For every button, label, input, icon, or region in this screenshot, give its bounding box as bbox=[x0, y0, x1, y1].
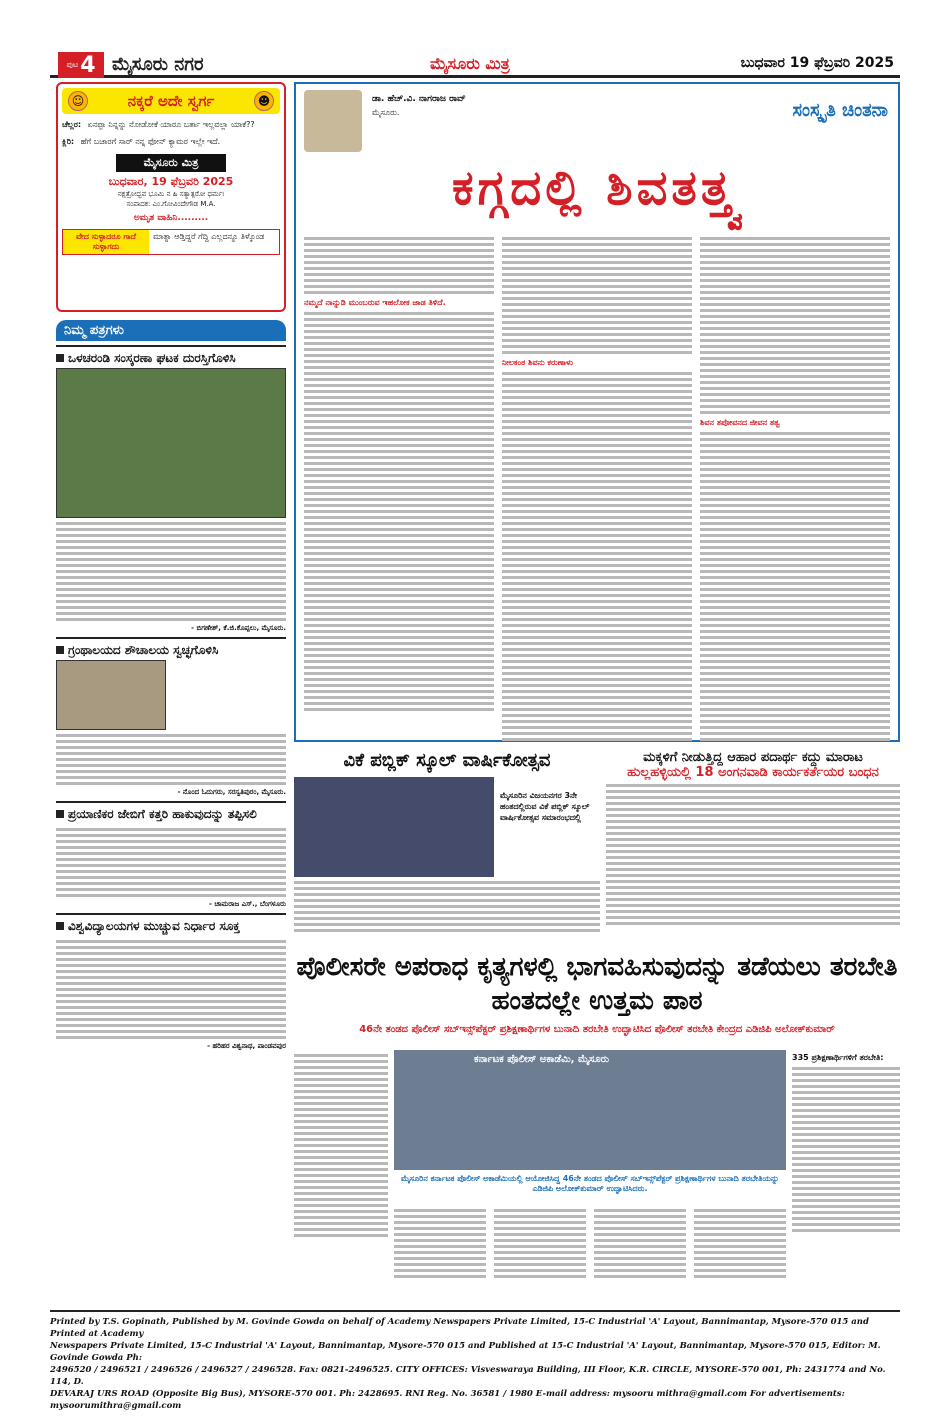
column-name: ಸಂಸ್ಕೃತಿ ಚಿಂತನಾ bbox=[792, 100, 888, 121]
joke-a-text: ಹೆಗೆ ಬಜಾರಗೆ ಸಾರ್ ನನ್ನ ಫೋನ್ ಕ್ಯಾಮರ ಇಲ್ಲೇ ಇದೆ. bbox=[80, 137, 221, 146]
author-name: ಡಾ. ಹೆಚ್‌.ವಿ. ನಾಗರಾಜ ರಾವ್ bbox=[372, 94, 466, 104]
joke-q-text: ಏನಪ್ಪಾ ನಿನ್ನನ್ನು ನೋಡೋಕೆ ಯಾರೂ ಬರ್ತಾ ಇಲ್ಲವಲ್ಲಾ ಯಾಕೆ?? bbox=[87, 120, 255, 129]
letter-title: ಪ್ರಯಾಣಿಕರ ಜೇಬಿಗೆ ಕತ್ತರಿ ಹಾಕುವುದನ್ನು ತಪ್ಪಿಸಲಿ bbox=[56, 801, 286, 824]
police-title: ಪೊಲೀಸರೇ ಅಪರಾಧ ಕೃತ್ಯಗಳಲ್ಲಿ ಭಾಗವಹಿಸುವುದನ್ನು ತಡೆಯಲು ತರಬೇತಿ ಹಂತದಲ್ಲೇ ಉತ್ತಮ ಪಾಠ bbox=[296, 952, 898, 1016]
page-number: 4 bbox=[80, 52, 96, 78]
pull-quote: ನೀಲಕಂಠ ಶಿವನು ಕರುಣಾಳು bbox=[502, 358, 573, 367]
school-title: ವಿಕೆ ಪಬ್ಲಿಕ್ ಸ್ಕೂಲ್ ವಾರ್ಷಿಕೋತ್ಸವ bbox=[343, 750, 551, 771]
amrutha-title: ಅಮೃತ ವಾಹಿನಿ......... bbox=[133, 213, 209, 223]
feature-article bbox=[294, 82, 900, 742]
nakkare-title: ನಕ್ಕರೆ ಅದೇ ಸ್ವರ್ಗ bbox=[127, 92, 215, 110]
paper-name: ಮೈಸೂರು ಮಿತ್ರ bbox=[430, 54, 510, 73]
letter-4 bbox=[56, 913, 286, 1051]
editor-line: ಸಂಪಾದಕ: ಎಂ.ಗೋವಿಂದೇಗೌಡ M.A. bbox=[126, 200, 216, 208]
issue-date: ಬುಧವಾರ 19 ಫೆಬ್ರವರಿ 2025 bbox=[740, 55, 894, 71]
letter-signature: - ಹರಿಹರ ವಿಶ್ವನಾಥ, ಪಾಂಡವಪುರ bbox=[207, 1042, 286, 1050]
pull-quote: ನಮ್ಮದೆ ನಾನ್ನುಡಿ ಮುಂಬರುವ ಇಹಲೋಕ ಜಾಡ ತಿಳಿದೆ. bbox=[304, 298, 446, 307]
masthead bbox=[50, 48, 900, 78]
letter-signature: - ಚಾಮರಾಜ ಎಸ್‌., ಬೆಂಗಳೂರು bbox=[209, 900, 286, 908]
feature-col-2 bbox=[502, 234, 692, 732]
letter-title: ಒಳಚರಂಡಿ ಸಂಸ್ಕರಣಾ ಘಟಕ ದುರಸ್ತಿಗೊಳಿಸಿ bbox=[56, 345, 286, 368]
school-photo bbox=[294, 777, 494, 877]
school-caption: ಮೈಸೂರಿನ ವಿಜಯನಗರ 3ನೇ ಹಂತದಲ್ಲಿರುವ ವಿಕೆ ಪಬ್ಲಿಕ್ ಸ್ಕೂಲ್ ವಾರ್ಷಿಕೋತ್ಸವ ಸಮಾರಂಭದಲ್ಲಿ bbox=[500, 791, 590, 822]
feature-header bbox=[296, 84, 898, 158]
letter-title: ವಿಶ್ವವಿದ್ಯಾಲಯಗಳ ಮುಚ್ಚುವ ನಿರ್ಧಾರ ಸೂಕ್ತ bbox=[56, 913, 286, 936]
nakkare-header bbox=[62, 88, 280, 114]
letter-body bbox=[56, 940, 286, 1039]
imprint-line-1: Printed by T.S. Gopinath, Published by M. Govinde Gowda on behalf of Academy Newspapers Private Limited, 15-C Industrial 'A' Layout, Bannimantap, Mysore-570 015 and Printed at Academy bbox=[50, 1317, 869, 1339]
letter-signature: - ಬಿಗಣೇಶ್, ಕೆ.ಜಿ.ಕೊಪ್ಪಲು, ಮೈಸೂರು. bbox=[191, 624, 286, 632]
feature-columns bbox=[304, 234, 890, 732]
police-photo bbox=[394, 1050, 786, 1170]
author-photo bbox=[304, 90, 362, 152]
letter-body bbox=[56, 734, 286, 785]
imprint-line-2: Newspapers Private Limited, 15-C Industrial 'A' Layout, Bannimantap, Mysore-570 015 and Published at 15-C Industrial 'A' Layout, Bannimantap, Mysore-570 015, Editor: M. Govinde Gowda Ph: bbox=[50, 1341, 881, 1363]
police-subhead: 335 ಪ್ರಶಿಕ್ಷಣಾರ್ಥಿಗಳಿಗೆ ತರಬೇತಿ: bbox=[792, 1053, 884, 1062]
police-caption: ಮೈಸೂರಿನ ಕರ್ನಾಟಕ ಪೊಲೀಸ್ ಅಕಾಡೆಮಿಯಲ್ಲಿ ಆಯೋಜಿಸಿದ್ದ 46ನೇ ತಂಡದ ಪೊಲೀಸ್ ಸಬ್‌ಇನ್ಸ್‌ಪೆಕ್ಟರ್ ಪ್ರಶಿಕ್ಷಣಾರ್ಥಿಗಳ ಬುನಾದಿ ತರಬೇತಿಯನ್ನು ಎಡಿಜಿಪಿ ಅಲೋಕ್‌ಕುಮಾರ್ ಉದ್ಘಾಟಿಸಿದರು. bbox=[401, 1174, 779, 1193]
toilet-photo bbox=[56, 660, 166, 730]
mini-date: ಬುಧವಾರ, 19 ಫೆಬ್ರವರಿ 2025 bbox=[108, 175, 234, 188]
letter-body bbox=[56, 828, 286, 897]
police-col-right bbox=[792, 1050, 900, 1235]
left-column bbox=[56, 82, 286, 1302]
police-bottom-cols bbox=[394, 1202, 786, 1281]
police-subtitle: 46ನೇ ತಂಡದ ಪೊಲೀಸ್ ಸಬ್‌ಇನ್ಸ್‌ಪೆಕ್ಟರ್ ಪ್ರಶಿಕ್ಷಣಾರ್ಥಿಗಳ ಬುನಾದಿ ತರಬೇತಿ ಉದ್ಘಾಟಿಸಿದ ಪೊಲೀಸ್ ತರಬೇತಿ ಕೇಂದ್ರದ ಎಡಿಜಿಪಿ ಅಲೋಕ್‌ಕುಮಾರ್ bbox=[359, 1024, 835, 1035]
letter-2 bbox=[56, 637, 286, 797]
nimma-title: ನಿಮ್ಮ ಪತ್ರಗಳು bbox=[56, 320, 286, 341]
cartoon-icon: ☻ bbox=[254, 91, 274, 111]
imprint-line-3: 2496520 / 2496521 / 2496526 / 2496527 / 2496528. Fax: 0821-2496525. CITY OFFICES: Visveswaraya Building, III Floor, K.R. CIRCLE, MYSORE-570 001, Ph: 2431774 and No. 114, D. bbox=[50, 1365, 886, 1387]
vedha-box bbox=[62, 229, 280, 255]
feature-col-3 bbox=[700, 234, 890, 732]
canal-photo bbox=[56, 368, 286, 518]
mini-logo: ಮೈಸೂರು ಮಿತ್ರ bbox=[116, 154, 226, 172]
nakkare-box bbox=[56, 82, 286, 312]
dharma-line: ನಕ್ಷತ್ರೋದ್ಭವ ಭೂಮಿ ನ ಹಿ ಸತ್ಯಾತ್ಪರೋ ಧರ್ಮಃ bbox=[117, 190, 225, 198]
police-story bbox=[294, 950, 900, 1302]
school-body bbox=[294, 881, 600, 932]
feature-col-1 bbox=[304, 234, 494, 732]
author-place: ಮೈಸೂರು. bbox=[372, 108, 400, 117]
smiley-icon: ☺ bbox=[68, 91, 88, 111]
letter-title: ಗ್ರಂಥಾಲಯದ ಶೌಚಾಲಯ ಸ್ವಚ್ಛಗೊಳಿಸಿ bbox=[56, 637, 286, 660]
food-story bbox=[606, 750, 900, 945]
pull-quote: ಶಿವನ ತಪೋವನದ ಜೀವನ ತತ್ವ bbox=[700, 418, 780, 427]
joke-question bbox=[62, 118, 280, 131]
letter-1 bbox=[56, 345, 286, 633]
imprint-line-4: DEVARAJ URS ROAD (Opposite Big Bus), MYSORE-570 001. Ph: 2428695. RNI Reg. No. 36581 / 1980 E-mail address: mysooru mithra@gmail.com For advertisements: mysoorumithra@gmail.com bbox=[50, 1389, 845, 1411]
vedha-left: ವೇದ ಸುಳ್ಳಾದರೂ ಗಾದೆ ಸುಳ್ಳಾಗದು bbox=[63, 230, 149, 254]
food-body bbox=[606, 784, 900, 925]
police-col-left bbox=[294, 1050, 388, 1240]
letter-signature: - ನೊಂದ ಓದುಗರು, ಸರಸ್ವತಿಪುರಂ, ಮೈಸೂರು. bbox=[177, 788, 286, 796]
feature-title: ಕಗ್ಗದಲ್ಲಿ ಶಿವತತ್ತ್ವ bbox=[451, 160, 743, 216]
imprint-footer bbox=[50, 1310, 900, 1411]
vedha-right: ಮಾತ್ನಾ ಆಡ್ತಿದ್ದರೆ ಗೆದ್ದಿ ಎಲ್ಲದನ್ನೂ ತಿಳ್ಕೊಂಡ bbox=[153, 232, 265, 241]
letter-3 bbox=[56, 801, 286, 909]
school-story bbox=[294, 750, 600, 945]
page-number-badge bbox=[58, 52, 104, 78]
food-subtitle: ಹುಲ್ಲಹಳ್ಳಿಯಲ್ಲಿ 18 ಅಂಗನವಾಡಿ ಕಾರ್ಯಕರ್ತೆಯರ ಬಂಧನ bbox=[627, 765, 879, 780]
joke-q-speaker: ಚೆಲ್ಲರ: bbox=[62, 120, 82, 129]
letter-body bbox=[56, 522, 286, 621]
section-name: ಮೈಸೂರು ನಗರ bbox=[112, 54, 204, 75]
academy-banner: ಕರ್ನಾಟಕ ಪೊಲೀಸ್ ಅಕಾಡೆಮಿ, ಮೈಸೂರು bbox=[474, 1054, 610, 1065]
food-title: ಮಕ್ಕಳಿಗೆ ನೀಡುತ್ತಿದ್ದ ಆಹಾರ ಪದಾರ್ಥ ಕದ್ದು ಮಾರಾಟ bbox=[643, 750, 863, 765]
joke-answer bbox=[62, 135, 280, 148]
joke-a-speaker: ಕ್ಲಿರಿ: bbox=[62, 137, 75, 146]
page-label: ಪುಟ bbox=[66, 60, 79, 69]
